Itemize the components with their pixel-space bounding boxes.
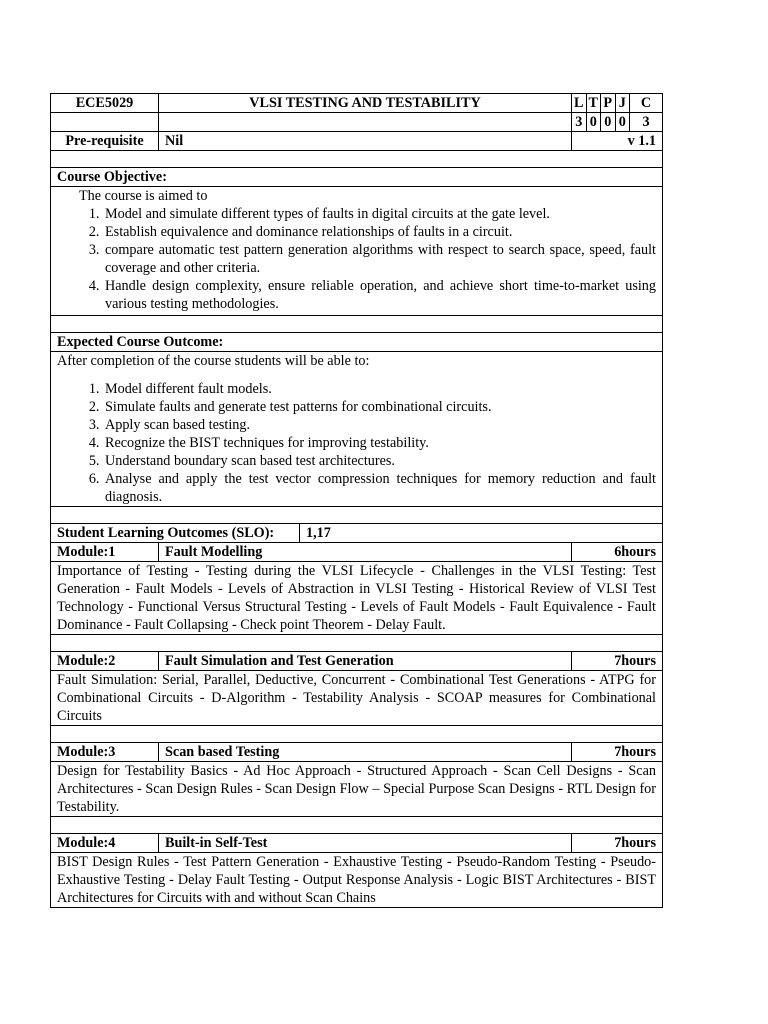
module-4-content-row <box>51 853 663 908</box>
ltpjc-labels <box>572 94 662 112</box>
module-2-content: Fault Simulation: Serial, Parallel, Deductive, Concurrent - Combinational Test Generations - ATPG for Combinational Circuits - D-Algorithm - Testability Analysis - SCOAP measures for Combinational Circuits <box>51 671 663 726</box>
expected-outcome-list <box>57 380 656 506</box>
version-label: v 1.1 <box>572 132 663 151</box>
module-1-label: Module:1 <box>51 543 159 562</box>
ltpjc-label-l: L <box>574 95 584 111</box>
outcome-item: 6. Analyse and apply the test vector compression techniques for memory reduction and fault diagnosis. <box>103 470 656 506</box>
objective-item: 1. Model and simulate different types of faults in digital circuits at the gate level. <box>103 205 656 223</box>
ltpjc-value-p: 0 <box>601 113 616 131</box>
course-title: VLSI TESTING AND TESTABILITY <box>159 94 572 113</box>
ltpjc-values <box>572 113 662 131</box>
module-3-title: Scan based Testing <box>159 743 572 762</box>
ltpjc-value-c: 3 <box>630 113 663 131</box>
module-2-title: Fault Simulation and Test Generation <box>159 652 572 671</box>
ltpjc-label-p: P <box>601 94 616 112</box>
objective-item: 3. compare automatic test pattern generation algorithms with respect to search space, speed, fault coverage and other criteria. <box>103 241 656 277</box>
syllabus-page <box>50 93 662 908</box>
course-credits-row <box>51 113 663 132</box>
prerequisite-row <box>51 132 663 151</box>
module-1-header <box>51 543 663 562</box>
ltpjc-value-j: 0 <box>615 113 630 131</box>
module-3-header <box>51 743 663 762</box>
module-1-content: Importance of Testing - Testing during the VLSI Lifecycle - Challenges in the VLSI Testing: Test Generation - Fault Models - Levels of Abstraction in VLSI Testing - Historical Review of VLSI Test Technology - Functional Versus Structural Testing - Levels of Fault Models - Fault Equivalence - Fault Dominance - Fault Collapsing - Check point Theorem - Delay Fault. <box>51 562 663 635</box>
ltpjc-label-j: J <box>615 94 630 112</box>
ltpjc-labels-cell <box>572 94 663 113</box>
slo-row <box>51 524 663 543</box>
outcome-item: 3. Apply scan based testing. <box>103 416 656 434</box>
module-4-hours: 7hours <box>572 834 663 853</box>
module-2-label: Module:2 <box>51 652 159 671</box>
slo-value: 1,17 <box>300 524 663 543</box>
module-4-label: Module:4 <box>51 834 159 853</box>
expected-outcome-row <box>51 352 663 507</box>
module-1-title: Fault Modelling <box>159 543 572 562</box>
outcome-item: 4. Recognize the BIST techniques for improving testability. <box>103 434 656 452</box>
objective-item: 2. Establish equivalence and dominance relationships of faults in a circuit. <box>103 223 656 241</box>
course-header-row <box>51 94 663 113</box>
prerequisite-value: Nil <box>159 132 572 151</box>
course-objective-intro: The course is aimed to <box>79 188 208 204</box>
module-2-content-row <box>51 671 663 726</box>
course-objective-heading: Course Objective: <box>51 168 663 187</box>
module-2-hours: 7hours <box>572 652 663 671</box>
course-objective-row <box>51 187 663 316</box>
outcome-item: 1. Model different fault models. <box>103 380 656 398</box>
module-3-hours: 7hours <box>572 743 663 762</box>
ltpjc-label-t: T <box>586 94 601 112</box>
expected-outcome-intro: After completion of the course students will be able to: <box>57 353 370 369</box>
ltpjc-value-t: 0 <box>586 113 601 131</box>
module-2-header <box>51 652 663 671</box>
course-objective-heading-row <box>51 168 663 187</box>
outcome-item: 5. Understand boundary scan based test architectures. <box>103 452 656 470</box>
ltpjc-value-l: 3 <box>575 114 583 130</box>
slo-label: Student Learning Outcomes (SLO): <box>51 524 300 543</box>
module-3-content-row <box>51 762 663 817</box>
module-4-header <box>51 834 663 853</box>
ltpjc-values-cell <box>572 113 663 132</box>
module-1-content-row <box>51 562 663 635</box>
syllabus-table <box>50 93 663 908</box>
module-4-title: Built-in Self-Test <box>159 834 572 853</box>
prerequisite-label: Pre-requisite <box>51 132 159 151</box>
course-objective-list <box>57 205 656 313</box>
module-1-hours: 6hours <box>572 543 663 562</box>
module-4-content: BIST Design Rules - Test Pattern Generation - Exhaustive Testing - Pseudo-Random Testing - Pseudo-Exhaustive Testing - Delay Fault Testing - Output Response Analysis - Logic BIST Architectures - BIST Architectures for Circuits with and without Scan Chains <box>51 853 663 908</box>
module-3-label: Module:3 <box>51 743 159 762</box>
expected-outcome-heading-row <box>51 333 663 352</box>
outcome-item: 2. Simulate faults and generate test patterns for combinational circuits. <box>103 398 656 416</box>
expected-outcome-heading: Expected Course Outcome: <box>51 333 663 352</box>
course-code: ECE5029 <box>51 94 159 113</box>
module-3-content: Design for Testability Basics - Ad Hoc Approach - Structured Approach - Scan Cell Designs - Scan Architectures - Scan Design Rules - Scan Design Flow – Special Purpose Scan Designs - RTL Design for Testability. <box>51 762 663 817</box>
ltpjc-label-c: C <box>630 94 663 112</box>
objective-item: 4. Handle design complexity, ensure reliable operation, and achieve short time-to-market using various testing methodologies. <box>103 277 656 313</box>
